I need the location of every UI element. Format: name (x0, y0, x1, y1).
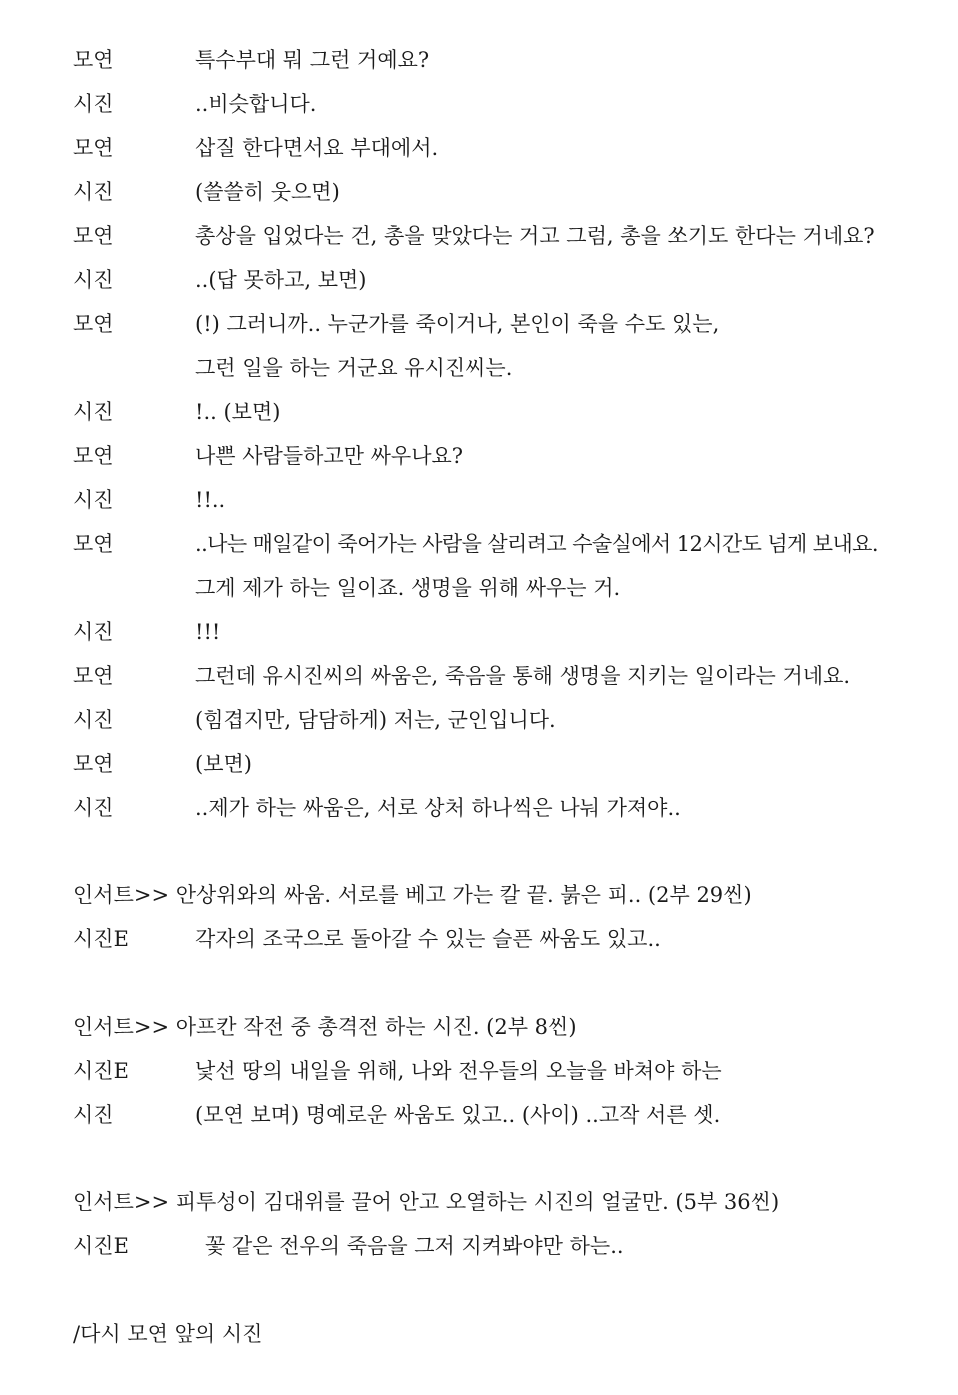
dialogue-line (73, 484, 938, 516)
dialogue-text: 총상을 입었다는 건, 총을 맞았다는 거고 그럼, 총을 쏘기도 한다는 거네요? (195, 224, 875, 248)
dialogue-text: (힘겹지만, 담담하게) 저는, 군인입니다. (195, 708, 556, 732)
scene-transition (73, 1318, 938, 1350)
speaker-name: 모연 (73, 312, 114, 336)
voiceover-line (73, 923, 938, 955)
dialogue-text: 나쁜 사람들하고만 싸우나요? (195, 444, 464, 468)
dialogue-line (73, 792, 938, 824)
dialogue-text: ..비슷합니다. (195, 92, 317, 116)
dialogue-line (73, 704, 938, 736)
speaker-name: 시진E (73, 1059, 129, 1083)
speaker-name: 모연 (73, 752, 114, 776)
dialogue-line (73, 220, 938, 252)
dialogue-line (73, 132, 938, 164)
dialogue-line (73, 528, 938, 560)
speaker-name: 시진 (73, 488, 114, 512)
dialogue-text: !!.. (195, 488, 226, 512)
insert-heading-text: 인서트>> 피투성이 김대위를 끌어 안고 오열하는 시진의 얼굴만. (5부 36씬) (73, 1190, 780, 1214)
speaker-name: 모연 (73, 48, 114, 72)
dialogue-text: !.. (보면) (195, 400, 281, 424)
insert-heading (73, 1011, 938, 1043)
dialogue-text: 꽃 같은 전우의 죽음을 그저 지켜봐야만 하는.. (205, 1234, 624, 1258)
dialogue-continuation (73, 572, 938, 604)
dialogue-line (73, 748, 938, 780)
dialogue-text: 그런데 유시진씨의 싸움은, 죽음을 통해 생명을 지키는 일이라는 거네요. (195, 664, 851, 688)
insert-heading-text: 인서트>> 안상위와의 싸움. 서로를 베고 가는 칼 끝. 붉은 피.. (2부 29씬) (73, 883, 752, 907)
insert-heading (73, 879, 938, 911)
dialogue-text: ..나는 매일같이 죽어가는 사람을 살리려고 수술실에서 12시간도 넘게 보내요. (195, 532, 878, 556)
dialogue-text: 그게 제가 하는 일이죠. 생명을 위해 싸우는 거. (195, 576, 621, 600)
speaker-name: 모연 (73, 136, 114, 160)
voiceover-line (73, 1230, 938, 1262)
dialogue-line (73, 660, 938, 692)
dialogue-line (73, 396, 938, 428)
speaker-name: 시진 (73, 796, 114, 820)
dialogue-line (73, 176, 938, 208)
speaker-name: 시진 (73, 400, 114, 424)
dialogue-text: 각자의 조국으로 돌아갈 수 있는 슬픈 싸움도 있고.. (195, 927, 661, 951)
dialogue-text: (모연 보며) 명예로운 싸움도 있고.. (사이) ..고작 서른 셋. (195, 1103, 721, 1127)
speaker-name: 시진 (73, 620, 114, 644)
speaker-name: 모연 (73, 224, 114, 248)
speaker-name: 시진E (73, 1234, 129, 1258)
speaker-name: 시진 (73, 92, 114, 116)
dialogue-line (73, 440, 938, 472)
dialogue-text: 그런 일을 하는 거군요 유시진씨는. (195, 356, 513, 380)
dialogue-line (73, 88, 938, 120)
dialogue-text: !!! (195, 620, 221, 644)
speaker-name: 시진 (73, 268, 114, 292)
dialogue-text: (!) 그러니까.. 누군가를 죽이거나, 본인이 죽을 수도 있는, (195, 312, 720, 336)
dialogue-line (73, 264, 938, 296)
insert-heading-text: 인서트>> 아프칸 작전 중 총격전 하는 시진. (2부 8씬) (73, 1015, 577, 1039)
speaker-name: 시진 (73, 180, 114, 204)
scene-transition-text: /다시 모연 앞의 시진 (73, 1322, 263, 1346)
insert-heading (73, 1186, 938, 1218)
dialogue-line (73, 616, 938, 648)
dialogue-line (73, 44, 938, 76)
dialogue-text: 삽질 한다면서요 부대에서. (195, 136, 439, 160)
dialogue-text: 특수부대 뭐 그런 거예요? (195, 48, 430, 72)
dialogue-text: 낯선 땅의 내일을 위해, 나와 전우들의 오늘을 바쳐야 하는 (195, 1059, 722, 1083)
dialogue-line (73, 1099, 938, 1131)
speaker-name: 시진E (73, 927, 129, 951)
dialogue-text: ..제가 하는 싸움은, 서로 상처 하나씩은 나눠 가져야.. (195, 796, 681, 820)
speaker-name: 시진 (73, 708, 114, 732)
speaker-name: 모연 (73, 444, 114, 468)
speaker-name: 모연 (73, 664, 114, 688)
dialogue-continuation (73, 352, 938, 384)
dialogue-text: (쓸쓸히 웃으면) (195, 180, 340, 204)
voiceover-line (73, 1055, 938, 1087)
speaker-name: 모연 (73, 532, 114, 556)
dialogue-text: (보면) (195, 752, 252, 776)
dialogue-text: ..(답 못하고, 보면) (195, 268, 367, 292)
dialogue-line (73, 308, 938, 340)
speaker-name: 시진 (73, 1103, 114, 1127)
